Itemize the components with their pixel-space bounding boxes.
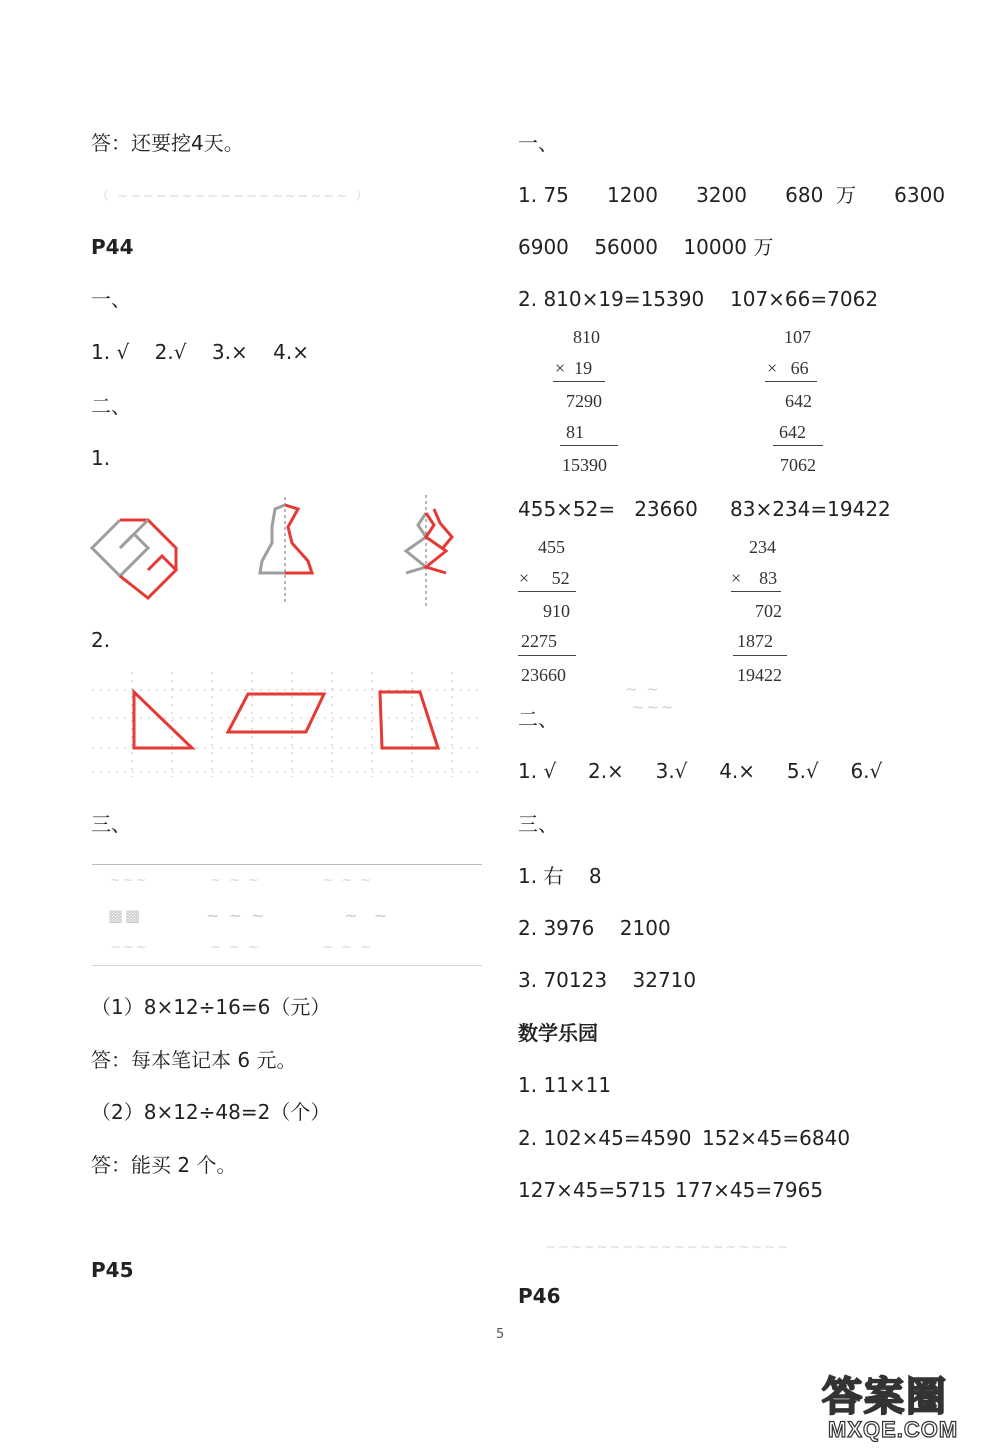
calc-line-1: （1）8×12÷16=6（元） — [91, 995, 331, 1019]
math-fun-heading: 数学乐园 — [518, 1021, 598, 1045]
symmetry-figure-vase — [260, 497, 312, 605]
right-section-2-answers: 1. √ 2.× 3.√ 4.× 5.√ 6.√ — [518, 759, 883, 783]
section-1-answers: 1. √ 2.√ 3.× 4.× — [91, 340, 309, 364]
vcalc-1-top: 810 — [573, 327, 600, 347]
vcalc-2-partial-1: 642 — [785, 391, 812, 411]
page-number: 5 — [496, 1327, 505, 1342]
vcalc-1-partial-2: 81 — [566, 422, 584, 442]
symmetry-figure-hook — [92, 520, 176, 598]
vcalc-4-multiplier: × 83 — [731, 568, 778, 588]
right-row-3b: 107×66=7062 — [730, 287, 879, 311]
vcalc-3-result: 23660 — [521, 665, 566, 685]
math-fun-item-1: 1. 11×11 — [518, 1073, 612, 1097]
red-trapezoid — [380, 692, 438, 748]
right-section-1-heading: 一、 — [518, 131, 558, 155]
watermark-url: MXQE.COM — [828, 1417, 959, 1442]
right-row-1: 1. 75 1200 3200 680 万 6300 — [518, 183, 946, 207]
page-label-p44: P44 — [91, 235, 134, 259]
vcalc-4-rule-2 — [733, 655, 787, 656]
right-row-2: 6900 56000 10000 万 — [518, 235, 774, 259]
right-row-3a: 2. 810×19=15390 — [518, 287, 705, 311]
symmetry-figure-rabbit — [406, 495, 452, 607]
shape-grid — [92, 672, 487, 777]
vcalc-4-partial-2: 1872 — [737, 631, 773, 651]
question-2-label: 2. — [91, 628, 111, 652]
vcalc-1-rule-2 — [560, 445, 618, 446]
vcalc-4-top: 234 — [749, 537, 776, 557]
vcalc-3-top: 455 — [538, 537, 565, 557]
vcalc-3-partial-2: 2275 — [521, 631, 557, 651]
vcalc-1-result: 15390 — [562, 455, 607, 475]
vcalc-1-multiplier: × 19 — [555, 358, 593, 378]
right-row-4a: 455×52= 23660 — [518, 497, 698, 521]
right-section-3-item-2: 2. 3976 2100 — [518, 916, 671, 940]
vcalc-2-rule-2 — [773, 445, 823, 446]
right-section-3-item-1: 1. 右 8 — [518, 864, 602, 888]
right-section-3-heading: 三、 — [518, 812, 558, 836]
watermark-logo — [822, 1365, 992, 1445]
red-parallelogram — [228, 694, 324, 732]
right-row-4b: 83×234=19422 — [730, 497, 891, 521]
page-label-p46: P46 — [518, 1284, 561, 1308]
table-bottom-rule — [92, 965, 482, 966]
math-fun-item-2a: 2. 102×45=4590 — [518, 1126, 692, 1150]
vcalc-2-top: 107 — [784, 327, 811, 347]
vcalc-2-rule-1 — [765, 381, 817, 382]
vcalc-2-result: 7062 — [780, 455, 816, 475]
vcalc-1-rule-1 — [553, 381, 605, 382]
faint-scribble-right: ~ ~ ~~~ — [625, 680, 676, 716]
faint-table-row-1: ~~~ ~ ~ ~ ~ ~ ~ — [110, 873, 374, 888]
page-label-p45: P45 — [91, 1258, 134, 1282]
right-section-2-heading: 二、 — [518, 707, 558, 731]
right-section-3-item-3: 3. 70123 32710 — [518, 968, 697, 992]
symmetry-figures — [80, 495, 500, 610]
table-top-rule — [92, 864, 482, 865]
vcalc-2-multiplier: × 66 — [767, 358, 809, 378]
watermark-logo-text: 答案圈 — [822, 1374, 948, 1420]
vcalc-4-rule-1 — [731, 591, 781, 592]
faint-scribble-bottom: ~~~~~~~~~~~~~~~~~~~ — [545, 1240, 790, 1255]
vcalc-3-multiplier: × 52 — [519, 568, 570, 588]
math-fun-item-3b: 177×45=7965 — [675, 1178, 824, 1202]
red-triangle — [134, 692, 192, 748]
vcalc-1-partial-1: 7290 — [566, 391, 602, 411]
vcalc-3-partial-1: 910 — [543, 601, 570, 621]
section-1-heading: 一、 — [91, 287, 131, 311]
math-fun-item-2b: 152×45=6840 — [702, 1126, 851, 1150]
section-3-heading: 三、 — [91, 812, 131, 836]
dotted-grid — [92, 672, 482, 777]
answer-previous: 答：还要挖4天。 — [91, 131, 244, 155]
section-2-heading: 二、 — [91, 394, 131, 418]
calc-line-2: （2）8×12÷48=2（个） — [91, 1100, 331, 1124]
faint-table-row-2: ▩▩ ~ ~ ~ ~ ~ — [108, 906, 390, 925]
faint-scribble: （ ~~~~~~~~~~~~~~~~~~ ） — [96, 189, 371, 204]
vcalc-3-rule-2 — [518, 655, 576, 656]
vcalc-4-result: 19422 — [737, 665, 782, 685]
faint-table-row-3: ~~~ ~ ~ ~ ~ ~ ~ — [110, 940, 374, 955]
vcalc-2-partial-2: 642 — [779, 422, 806, 442]
vcalc-4-partial-1: 702 — [755, 601, 782, 621]
answer-line-2: 答：能买 2 个。 — [91, 1153, 237, 1177]
vcalc-3-rule-1 — [518, 591, 576, 592]
math-fun-item-3a: 127×45=5715 — [518, 1178, 667, 1202]
answer-line-1: 答：每本笔记本 6 元。 — [91, 1048, 297, 1072]
question-1-label: 1. — [91, 446, 111, 470]
